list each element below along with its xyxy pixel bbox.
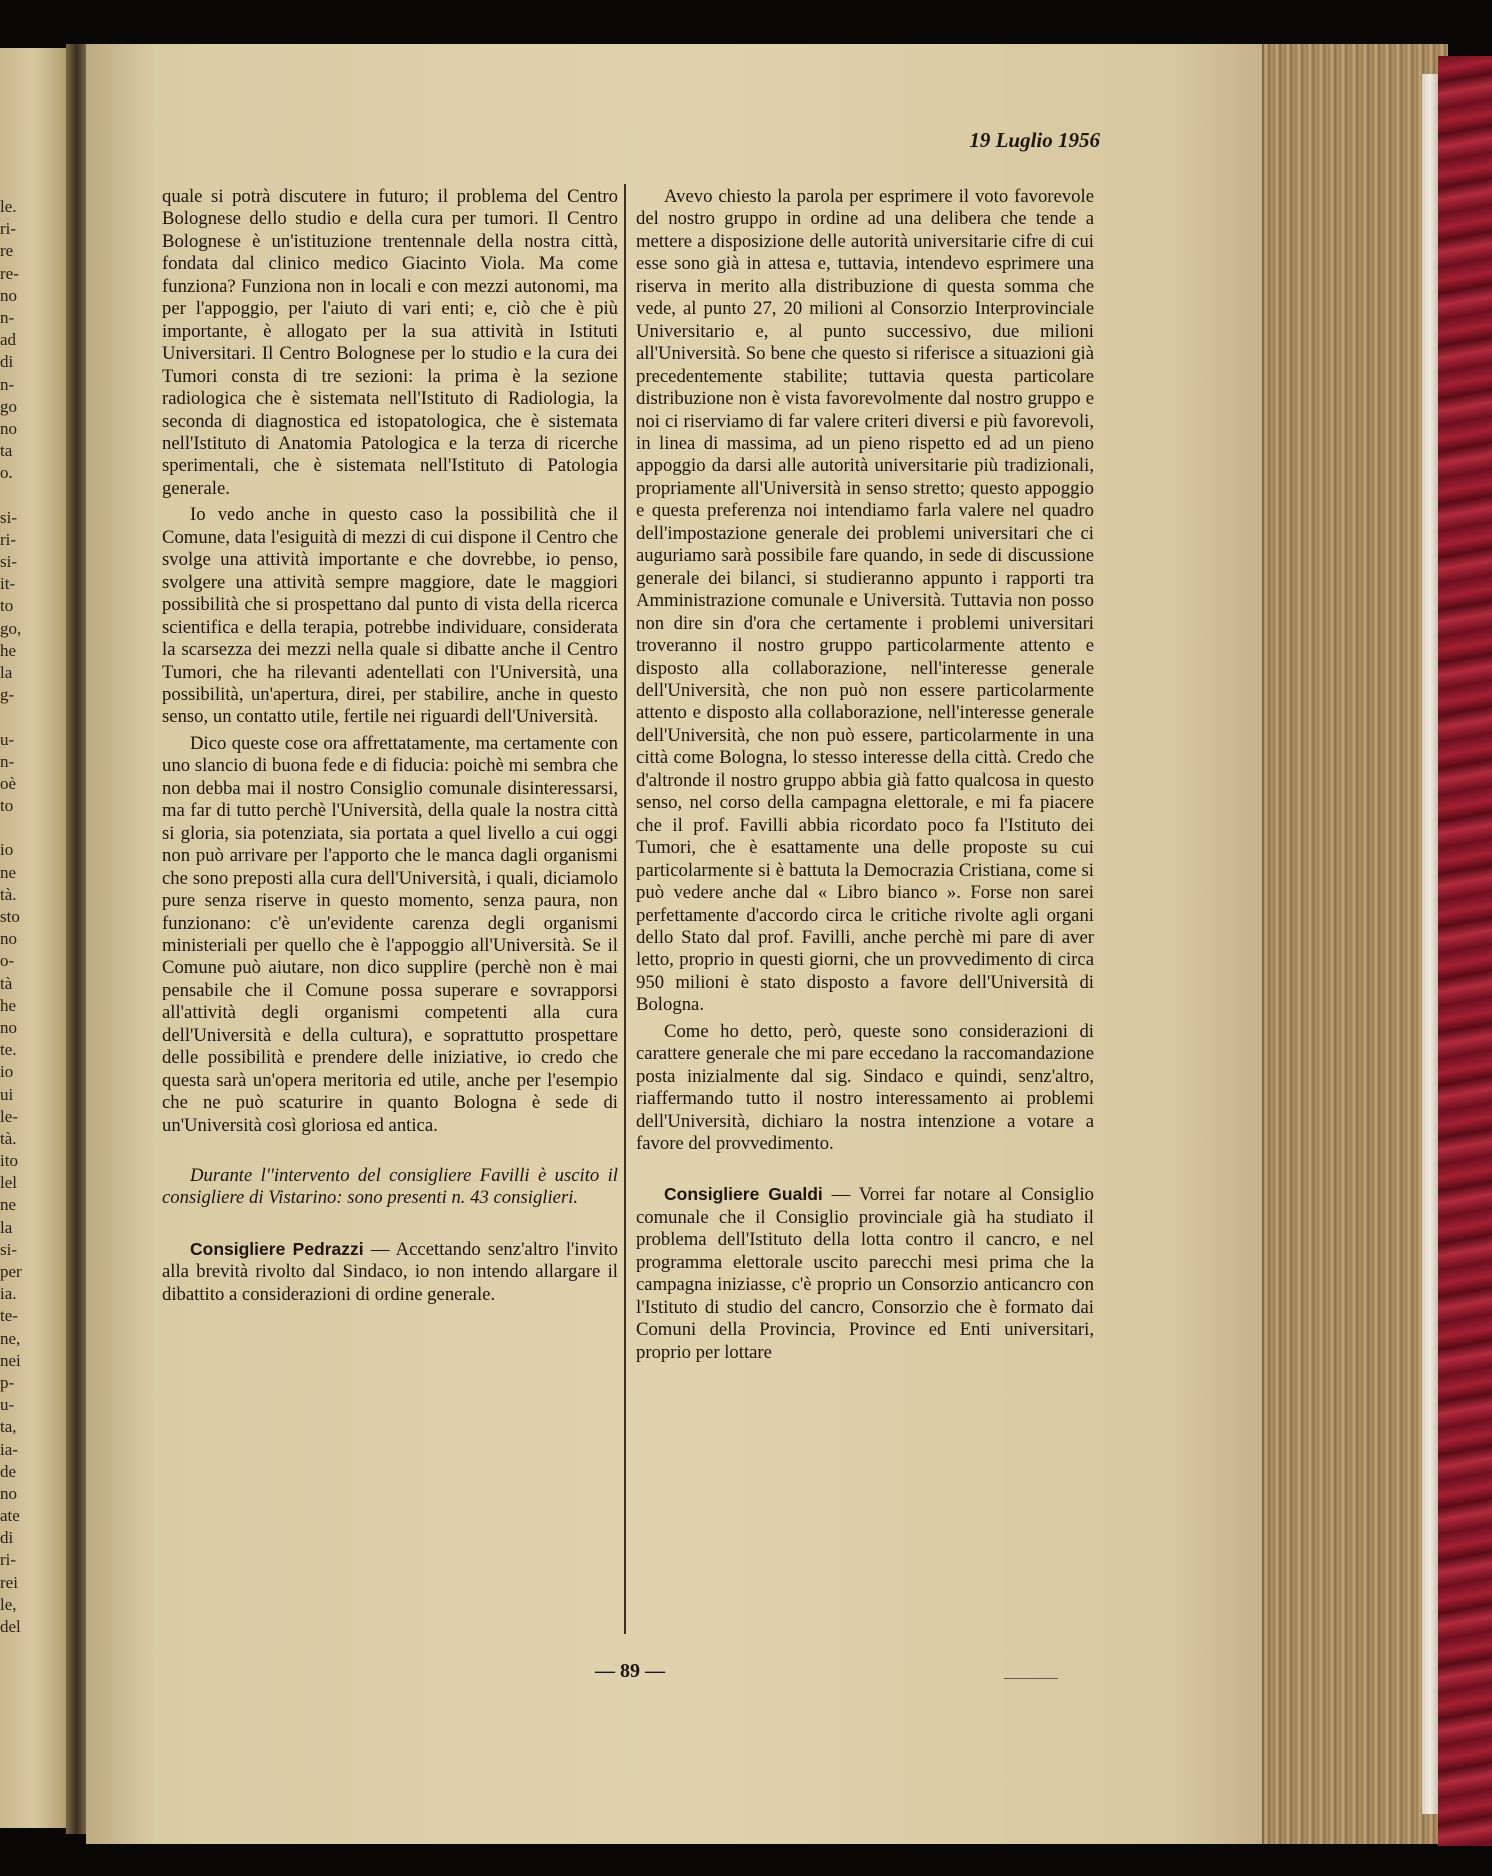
- left-column: [162, 186, 618, 1306]
- facing-page-fragment: no: [0, 1483, 17, 1503]
- facing-page-fragment: o-: [0, 951, 15, 971]
- facing-page-fragment: n-: [0, 307, 15, 327]
- facing-page-fragment: n-: [0, 751, 15, 771]
- facing-page-fragment: te-: [0, 1306, 18, 1326]
- facing-page-fragment: di: [0, 1528, 14, 1548]
- facing-page-fragment: lel: [0, 1173, 17, 1193]
- facing-page-fragment: ne: [0, 1195, 17, 1215]
- facing-page-fragment: de: [0, 1461, 17, 1481]
- facing-page-fragment: p-: [0, 1372, 15, 1392]
- facing-page-fragment: si-: [0, 1239, 17, 1259]
- running-header-date: 19 Luglio 1956: [969, 128, 1100, 152]
- facing-page-fragment: le-: [0, 1106, 18, 1126]
- facing-page-fragment: ia-: [0, 1439, 18, 1459]
- facing-page-fragment: ito: [0, 1151, 18, 1171]
- facing-page-fragment: no: [0, 418, 17, 438]
- page-number: — 89 —: [595, 1660, 665, 1682]
- facing-page-fragment: he: [0, 995, 17, 1015]
- facing-page-fragment: ia.: [0, 1284, 17, 1304]
- facing-page-fragment: per: [0, 1262, 22, 1281]
- facing-page-fragment: n-: [0, 374, 15, 394]
- facing-page-fragment: ui: [0, 1084, 14, 1104]
- facing-page-fragment: [0, 706, 70, 728]
- paragraph: Avevo chiesto la parola per esprimere il voto favorevole del nostro gruppo in ordine ad una delibera che tende a mettere a disposizione delle autorità universitarie cifre di cui esse sono già in attesa e, tuttavia, intendevo esprimere una riserva in merito alla distribuzione di questa somma che vede, al punto 27, 20 milioni al Consorzio Interprovinciale Universitario e, al punto successivo, due milioni all'Università. So bene che questo si riferisce a situazioni già precedentemente stabilite; tuttavia questa particolare distribuzione non è vista favorevolmente dal nostro gruppo e noi ci riserviamo di far valere criteri diversi e più favorevoli, in linea di massima, ad un pieno rispetto ed ad un pieno appoggio da darsi alle autorità universitarie più tradizionali, propriamente all'Università in senso stretto; questo appoggio e questa preferenza noi intendiamo farla valere nel quadro dell'impostazione generale dei problemi universitari che ci auguriamo sarà possibile fare quando, in sede di discussione generale dei bilanci, si studieranno appunto i rapporti tra Amministrazione comunale e Università. Tuttavia non posso non dire sin d'ora che certamente i problemi universitari troveranno il nostro gruppo particolarmente attento e disposto alla collaborazione, nell'interesse generale dell'Università, che non può non essere particolarmente attento e disposto alla collaborazione, nell'interesse generale dell'Università, che non può essere, particolarmente in una città come Bologna, lo stesso interesse della città. Credo che d'altronde il nostro gruppo abbia già fatto qualcosa in questo senso, nel corso della campagna elettorale, e mi fa piacere che il prof. Favilli abbia ricordato poco fa l'Istituto dei Tumori, che è esattamente una delle proposte su cui particolarmente si è battuta la Democrazia Cristiana, come si può vedere anche dal « Libro bianco ». Forse non sarei perfettamente d'accordo circa le critiche rivolte agli organi dello Stato dal prof. Favilli, anche perchè mi pare di aver letto, proprio in questi giorni, che un provvedimento di circa 950 milioni è stato disposto a favore dell'Università di Bologna.: [636, 186, 1094, 1016]
- facing-page-fragment: [0, 484, 70, 506]
- facing-page-fragment: g-: [0, 685, 15, 705]
- facing-page-fragment: tà.: [0, 884, 17, 904]
- facing-page-fragment: io: [0, 1062, 14, 1082]
- facing-page-fragment: go: [0, 396, 17, 416]
- facing-page-text-fragments: [0, 196, 70, 1638]
- facing-page-fragment: ta: [0, 441, 13, 461]
- facing-page-fragment: [0, 817, 70, 839]
- footer-rule: [1004, 1678, 1058, 1679]
- facing-page-fragment: ne,: [0, 1328, 21, 1348]
- facing-page-fragment: io: [0, 840, 14, 860]
- facing-page-fragment: he: [0, 640, 17, 660]
- facing-page-fragment: la: [0, 662, 13, 682]
- facing-page-fragment: to: [0, 596, 14, 616]
- speaker-name: Consigliere Pedrazzi: [190, 1238, 364, 1259]
- speech-text: — Accettando senz'altro l'invito alla brevità rivolto dal Sindaco, io non intendo allargare il dibattito a considerazioni di ordine generale.: [162, 1238, 618, 1305]
- paragraph: Dico queste cose ora affrettatamente, ma certamente con uno slancio di buona fede e di fiducia: poichè mi sembra che non debba mai il nostro Consiglio comunale disinteressarsi, ma far di tutto perchè l'Università, della quale la nostra città si gloria, sia potenziata, sia portata a quel livello a cui oggi non può arrivare per l'apporto che le manca dagli organismi che sono preposti alla cura dell'Università, i quali, diciamolo pure senza riserve in questo momento, senza paura, non funzionano: c'è un'evidente carenza degli organismi ministeriali per quello che è l'appoggio all'Università. Se il Comune può aiutare, non dico supplire (perchè non è mai pensabile che il Comune possa superare e sovrapporsi all'attività degli organismi competenti alla cura dell'Università e della cultura), e soprattutto prospettare delle possibilità e prendere delle iniziative, io credo che questa sarà un'opera meritoria ed utile, anche per l'esempio che ne può scaturire in quanto Bologna è sede di un'Università così gloriosa ed antica.: [162, 732, 618, 1136]
- right-column: [636, 186, 1094, 1364]
- facing-page-fragment: tà.: [0, 1128, 17, 1148]
- facing-page-fragment: no: [0, 929, 17, 949]
- facing-page-fragment: rei: [0, 1572, 18, 1592]
- speech-paragraph: [636, 1183, 1094, 1364]
- facing-page-fragment: la: [0, 1217, 13, 1237]
- facing-page-fragment: ne: [0, 862, 17, 882]
- facing-page-fragment: ad: [0, 330, 17, 350]
- speech-paragraph: [162, 1238, 618, 1306]
- facing-page-fragment: ta,: [0, 1417, 17, 1437]
- column-divider: [624, 184, 626, 1634]
- facing-page-fragment: ri-: [0, 219, 17, 239]
- book-cover-edge: [1438, 56, 1492, 1846]
- facing-page-fragment: sto: [0, 907, 20, 926]
- facing-page-fragment: si-: [0, 507, 17, 527]
- facing-page-fragment: le,: [0, 1594, 17, 1614]
- facing-page-fragment: si-: [0, 552, 17, 571]
- paragraph: quale si potrà discutere in futuro; il problema del Centro Bolognese dello studio e della cura per tumori. Il Centro Bolognese è un'istituzione trentennale della nostra città, fondata dal clinico medico Giacinto Viola. Ma come funziona? Funziona non in locali e con mezzi autonomi, ma per l'appoggio, per l'aiuto di vari enti; e, ciò che è più importante, è allogato per la sua attività in Istituti Universitari. Il Centro Bolognese per lo studio e la cura dei Tumori consta di tre sezioni: la prima è la sezione radiologica che è sistemata nell'Istituto di Radiologia, la seconda di diagnostica ed istopatologica, che è sistemata nell'Istituto di Anatomia Patologica e la terza di ricerche sperimentali, che è sistemata nell'Istituto di Patologia generale.: [162, 186, 618, 499]
- facing-page-fragment: le.: [0, 197, 17, 216]
- facing-page-fragment: u-: [0, 729, 15, 749]
- paragraph: Come ho detto, però, queste sono considerazioni di carattere generale che mi pare eccedano la raccomandazione posta inizialmente dal sig. Sindaco e quindi, senz'altro, riaffermando tutto il nostro interessamento ai problemi dell'Università, dichiaro la nostra intenzione a votare a favore del provvedimento.: [636, 1020, 1094, 1155]
- paragraph: Io vedo anche in questo caso la possibilità che il Comune, data l'esiguità di mezzi di cui dispone il Centro che svolge una attività importante e che dovrebbe, io penso, svolgere una attività sempre maggiore, date le maggiori possibilità che si prospettano dal punto di vista della ricerca scientifica e della terapia, potrebbe individuare, considerata la scarsezza dei mezzi nella quale si dibatte anche il Centro Tumori, che ha rilevanti adentellati con l'Università, una possibilità, un'apertura, direi, per stabilire, anche in questo senso, un contatto utile, fertile nei riguardi dell'Università.: [162, 504, 618, 728]
- facing-page-fragment: ate: [0, 1506, 20, 1526]
- facing-page-fragment: o.: [0, 463, 13, 483]
- facing-page-fragment: ri-: [0, 1550, 17, 1570]
- facing-page-fragment: di: [0, 352, 14, 372]
- facing-page-fragment: te.: [0, 1040, 17, 1060]
- facing-page-fragment: no: [0, 1017, 17, 1037]
- facing-page-fragment: no: [0, 285, 17, 305]
- page-block-edge: [1422, 74, 1438, 1814]
- facing-page-fragment: oè: [0, 773, 17, 793]
- page-edges: [1258, 44, 1448, 1844]
- facing-page-fragment: re-: [0, 263, 19, 283]
- facing-page-fragment: nei: [0, 1350, 21, 1370]
- facing-page-fragment: tà: [0, 973, 13, 993]
- facing-page-fragment: re: [0, 241, 14, 261]
- facing-page: [0, 48, 74, 1828]
- facing-page-fragment: del: [0, 1617, 21, 1636]
- speech-text: — Vorrei far notare al Consiglio comunale che il Consiglio provinciale già ha studiato il problema dell'Istituto della lotta contro il cancro, e nel programma elettorale uscito parecchi mesi prima che la campagna iniziasse, c'è proprio un Consorzio anticancro con l'Istituto di studio del cancro, Consorzio che è formato dai Comuni della Provincia, Province ed Enti universitari, proprio per lottare: [636, 1184, 1094, 1363]
- facing-page-fragment: ri-: [0, 529, 17, 549]
- speaker-name: Consigliere Gualdi: [664, 1184, 823, 1205]
- facing-page-fragment: go,: [0, 618, 22, 638]
- facing-page-fragment: it-: [0, 574, 16, 594]
- stage-direction: Durante l''intervento del consigliere Favilli è uscito il consigliere di Vistarino: sono presenti n. 43 consiglieri.: [162, 1165, 618, 1209]
- facing-page-fragment: to: [0, 796, 14, 816]
- facing-page-fragment: u-: [0, 1395, 15, 1415]
